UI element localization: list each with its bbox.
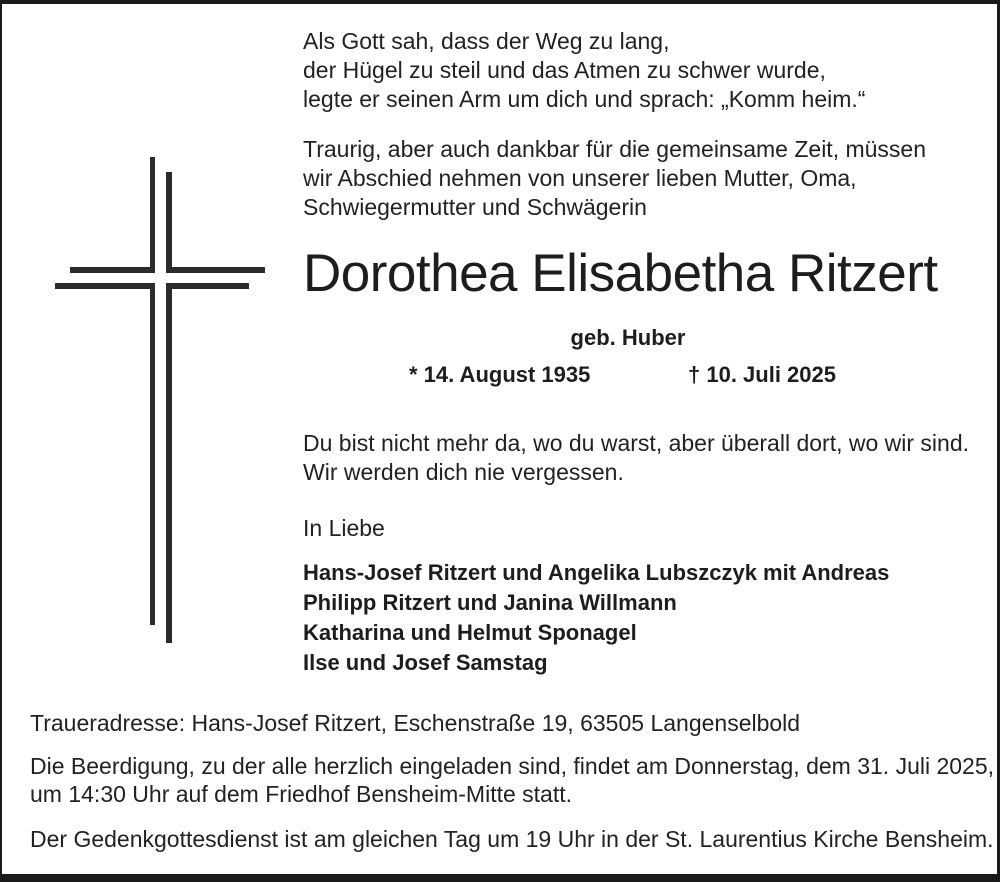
verse-line: legte er seinen Arm um dich und sprach: „Komm heim.“	[303, 86, 866, 112]
family-member-line: Ilse und Josef Samstag	[303, 650, 548, 675]
remembrance-text	[303, 429, 969, 487]
intro-line: wir Abschied nehmen von unserer lieben Mutter, Oma,	[303, 165, 857, 191]
cross-icon	[0, 0, 280, 660]
life-dates	[0, 363, 1000, 389]
family-member-line: Katharina und Helmut Sponagel	[303, 620, 637, 645]
birth-date: * 14. August 1935	[409, 362, 591, 387]
remembrance-line: Wir werden dich nie vergessen.	[303, 459, 624, 485]
memorial-service-info: Der Gedenkgottesdienst ist am gleichen Tag um 19 Uhr in der St. Laurentius Kirche Bensheim.	[30, 826, 994, 852]
intro-line: Traurig, aber auch dankbar für die gemeinsame Zeit, müssen	[303, 136, 927, 162]
mourning-address: Traueradresse: Hans-Josef Ritzert, Eschenstraße 19, 63505 Langenselbold	[30, 710, 801, 736]
closing-phrase: In Liebe	[303, 515, 385, 541]
remembrance-line: Du bist nicht mehr da, wo du warst, aber überall dort, wo wir sind.	[303, 430, 970, 456]
introduction-text	[303, 135, 926, 222]
opening-verse	[303, 27, 865, 114]
funeral-info-line: um 14:30 Uhr auf dem Friedhof Bensheim-Mitte statt.	[30, 781, 573, 807]
intro-line: Schwiegermutter und Schwägerin	[303, 194, 647, 220]
funeral-info-line: Die Beerdigung, zu der alle herzlich eingeladen sind, findet am Donnerstag, dem 31. Juli 2025,	[30, 753, 995, 779]
deceased-name: Dorothea Elisabetha Ritzert	[303, 244, 938, 303]
family-member-line: Philipp Ritzert und Janina Willmann	[303, 590, 677, 615]
funeral-info	[30, 752, 994, 808]
family-names	[303, 558, 889, 678]
death-date: † 10. Juli 2025	[688, 362, 836, 387]
verse-line: Als Gott sah, dass der Weg zu lang,	[303, 28, 670, 54]
verse-line: der Hügel zu steil und das Atmen zu schwer wurde,	[303, 57, 826, 83]
family-member-line: Hans-Josef Ritzert und Angelika Lubszczyk mit Andreas	[303, 560, 890, 585]
maiden-name: geb. Huber	[570, 325, 686, 350]
